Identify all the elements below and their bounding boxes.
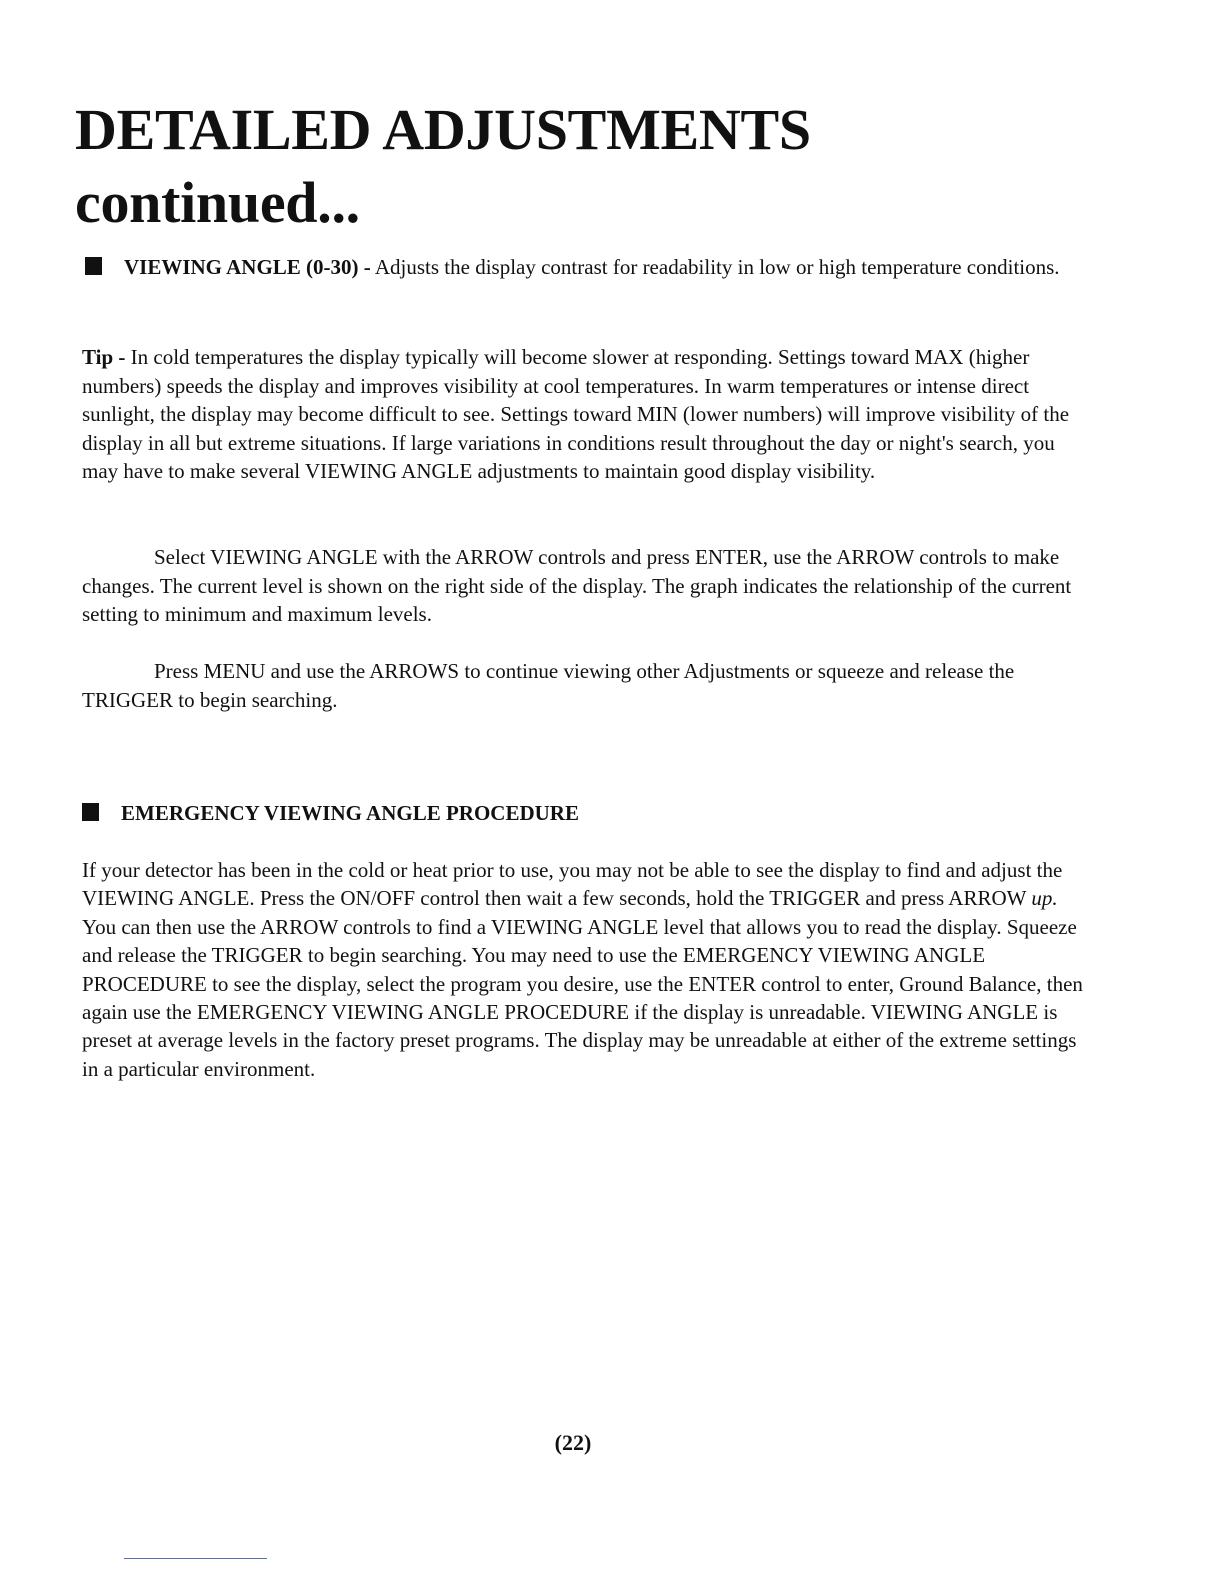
emergency-text-end: You can then use the ARROW controls to find a VIEWING ANGLE level that allows you to read the display. Squeeze and release the TRIGGER to begin searching. You may need to use the EMERGENCY VIEWING ANGLE PROCEDURE to see the display, select the program you desire, use the ENTER control to enter, Ground Balance, then again use the EMERGENCY VIEWING ANGLE PROCEDURE if the display is unreadable. VIEWING ANGLE is preset at average levels in the factory preset programs. The display may be unreadable at either of the extreme settings in a particular environment. (82, 914, 1083, 1081)
emergency-section-heading (82, 798, 579, 828)
title-line-1: DETAILED ADJUSTMENTS (75, 97, 811, 162)
select-paragraph: Select VIEWING ANGLE with the ARROW controls and press ENTER, use the ARROW controls to make changes. The current level is shown on the right side of the display. The graph indicates the relationship of the current setting to minimum and maximum levels. (82, 545, 1072, 626)
emergency-text-start: If your detector has been in the cold or heat prior to use, you may not be able to see the display to find and adjust the VIEWING ANGLE. Press the ON/OFF control then wait a few seconds, hold the TRIGGER and press ARROW (82, 858, 1063, 911)
tip-label: Tip - (82, 345, 126, 369)
emergency-up-word: up. (1031, 886, 1058, 911)
tip-paragraph (82, 343, 1092, 486)
square-bullet-icon (82, 803, 99, 821)
viewing-angle-section (82, 252, 1092, 282)
emergency-paragraph (82, 856, 1092, 1083)
viewing-angle-text: Adjusts the display contrast for readability in low or high temperature conditions. (374, 255, 1060, 279)
tip-text: In cold temperatures the display typically will become slower at responding. Settings toward MAX (higher numbers) speeds the display and improves visibility at cool temperatures. In warm temperatures or intense direct sunlight, the display may become difficult to see. Settings toward MIN (lower numbers) will improve visibility of the display in all but extreme situations. If large variations in conditions result throughout the day or night's search, you may have to make several VIEWING ANGLE adjustments to maintain good display visibility. (82, 345, 1070, 483)
title-line-2: continued... (75, 169, 360, 235)
press-menu-paragraph: Press MENU and use the ARROWS to continue viewing other Adjustments or squeeze and release the TRIGGER to begin searching. (82, 659, 1015, 712)
square-bullet-icon (85, 257, 102, 275)
viewing-angle-label: VIEWING ANGLE (0-30) - (124, 255, 371, 279)
page-title (75, 94, 811, 239)
emergency-heading-text: EMERGENCY VIEWING ANGLE PROCEDURE (121, 801, 579, 825)
page-number: (22) (554, 1430, 592, 1455)
footnote-rule (124, 1558, 267, 1559)
